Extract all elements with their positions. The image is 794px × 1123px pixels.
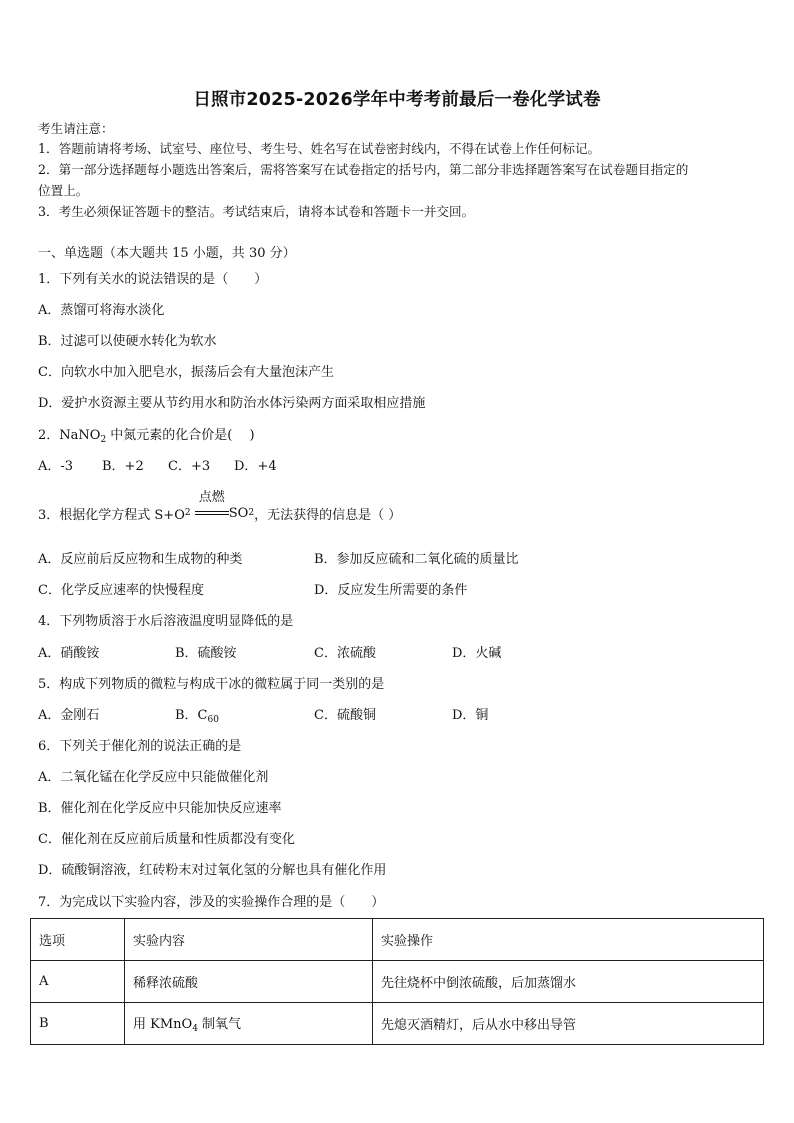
q5-option-b xyxy=(175,707,219,729)
notice-item-1: 1．答题前请将考场、试室号、座位号、考生号、姓名写在试卷密封线内，不得在试卷上作任何标记。 xyxy=(38,141,601,156)
equals-bar-top xyxy=(195,511,229,512)
q6-option-c: C．催化剂在反应前后质量和性质都没有变化 xyxy=(38,832,295,847)
q2-stem-subscript: 2 xyxy=(100,435,107,445)
experiment-table xyxy=(30,918,764,1045)
q3-option-c: C．化学反应速率的快慢程度 xyxy=(38,583,204,598)
q3-option-a: A．反应前后反应物和生成物的种类 xyxy=(38,552,243,567)
section-heading: 一、单选题（本大题共 15 小题，共 30 分） xyxy=(38,246,296,261)
notice-item-3: 3．考生必须保证答题卡的整洁。考试结束后，请将本试卷和答题卡一并交回。 xyxy=(38,204,475,219)
q4-option-a: A．硝酸铵 xyxy=(38,646,100,661)
q5-option-a: A．金刚石 xyxy=(38,708,100,723)
q6-option-a: A．二氧化锰在化学反应中只能做催化剂 xyxy=(38,770,269,785)
q1-option-a: A．蒸馏可将海水淡化 xyxy=(38,303,165,318)
notice-heading: 考生请注意： xyxy=(38,121,114,136)
table-header-operation: 实验操作 xyxy=(373,919,764,961)
q3-reactant-subscript: 2 xyxy=(184,508,191,518)
q5-option-b-text: B．C xyxy=(175,708,208,723)
table-cell-content xyxy=(125,1003,373,1045)
table-header-option: 选项 xyxy=(31,919,125,961)
q2-stem-post: 中氮元素的化合价是( ) xyxy=(106,428,255,443)
table-cell-operation: 先熄灭酒精灯，后从水中移出导管 xyxy=(373,1003,764,1045)
q4-option-b: B．硫酸铵 xyxy=(175,646,237,661)
q5-option-c: C．硫酸铜 xyxy=(314,708,376,723)
q5-stem: 5．构成下列物质的微粒与构成干冰的微粒属于同一类别的是 xyxy=(38,677,385,692)
notice-item-2-line-1: 2．第一部分选择题每小题选出答案后，需将答案写在试卷指定的括号内，第二部分非选择题答案写在试卷题目指定的 xyxy=(38,162,689,177)
q3-option-b: B．参加反应硫和二氧化硫的质量比 xyxy=(314,552,519,567)
q6-option-d: D．硫酸铜溶液，红砖粉末对过氧化氢的分解也具有催化作用 xyxy=(38,863,387,878)
exam-title: 日照市2025-2026学年中考考前最后一卷化学试卷 xyxy=(193,90,601,110)
table-cell-option: A xyxy=(31,961,125,1003)
table-cell-content-post: 制氧气 xyxy=(197,1017,242,1032)
table-row xyxy=(31,961,764,1003)
reaction-condition: 点燃 xyxy=(198,490,225,505)
table-cell-content: 稀释浓硫酸 xyxy=(125,961,373,1003)
table-header-content: 实验内容 xyxy=(125,919,373,961)
table-header-row xyxy=(31,919,764,961)
table-cell-content-subscript: 4 xyxy=(192,1024,198,1034)
q3-product-subscript: 2 xyxy=(248,508,255,518)
q6-option-b: B．催化剂在化学反应中只能加快反应速率 xyxy=(38,801,282,816)
table-cell-option: B xyxy=(31,1003,125,1045)
q2-option-c: C．+3 xyxy=(168,459,211,474)
q4-option-d: D．火碱 xyxy=(452,646,502,661)
q1-stem: 1．下列有关水的说法错误的是（ ） xyxy=(38,272,268,287)
q4-option-c: C．浓硫酸 xyxy=(314,646,376,661)
q1-option-d: D．爱护水资源主要从节约用水和防治水体污染两方面采取相应措施 xyxy=(38,396,426,411)
q2-option-d: D．+4 xyxy=(234,459,277,474)
q1-option-b: B．过滤可以使硬水转化为软水 xyxy=(38,334,217,349)
q4-stem: 4．下列物质溶于水后溶液温度明显降低的是 xyxy=(38,614,294,629)
q2-option-a: A．-3 xyxy=(38,459,74,474)
notice-item-2-line-2: 位置上。 xyxy=(38,183,89,198)
q2-option-b: B．+2 xyxy=(102,459,144,474)
q7-stem: 7．为完成以下实验内容，涉及的实验操作合理的是（ ） xyxy=(38,895,385,910)
q3-stem-post: ，无法获得的信息是（ ） xyxy=(254,507,402,523)
q3-stem-pre: 3．根据化学方程式 S+O xyxy=(38,507,185,523)
q5-option-b-subscript: 60 xyxy=(207,715,219,725)
q5-option-d: D．铜 xyxy=(452,708,489,723)
table-row xyxy=(31,1003,764,1045)
q3-option-d: D．反应发生所需要的条件 xyxy=(314,583,468,598)
q3-stem xyxy=(38,490,402,523)
table-cell-content-pre: 用 KMnO xyxy=(133,1017,193,1032)
q1-option-c: C．向软水中加入肥皂水，振荡后会有大量泡沫产生 xyxy=(38,365,334,380)
q6-stem: 6．下列关于催化剂的说法正确的是 xyxy=(38,739,242,754)
q3-product: SO xyxy=(228,505,249,521)
q2-stem-pre: 2．NaNO xyxy=(38,428,101,443)
table-cell-operation: 先往烧杯中倒浓硫酸，后加蒸馏水 xyxy=(373,961,764,1003)
equals-bar-bottom xyxy=(195,514,229,515)
reaction-condition-arrow xyxy=(195,490,229,523)
q2-stem xyxy=(38,427,255,449)
